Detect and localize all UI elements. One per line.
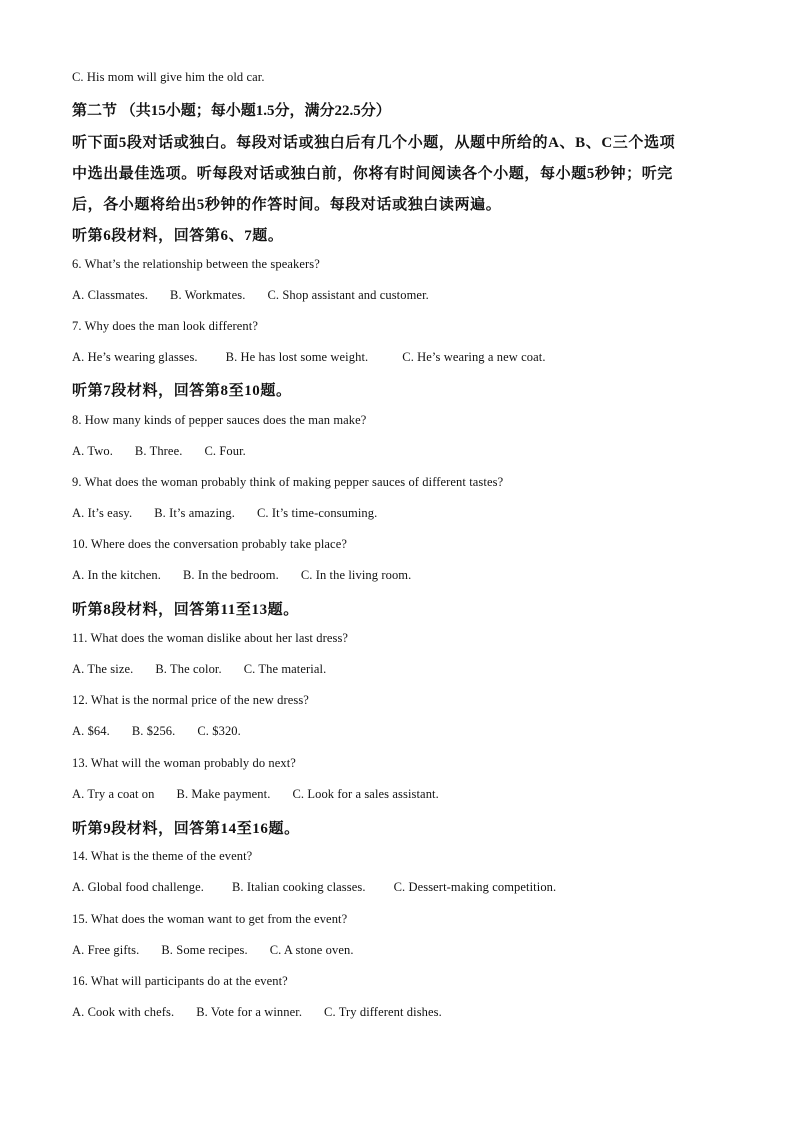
option-b: B. The color. bbox=[155, 662, 222, 676]
option-b: B. Some recipes. bbox=[161, 943, 248, 957]
previous-answer-option: C. His mom will give him the old car. bbox=[72, 70, 265, 84]
option-a: A. Cook with chefs. bbox=[72, 1005, 175, 1019]
option-a: A. Classmates. bbox=[72, 288, 149, 302]
option-c: C. Try different dishes. bbox=[324, 1005, 442, 1019]
question-text: 7. Why does the man look different? bbox=[72, 319, 258, 333]
option-b: B. It’s amazing. bbox=[154, 506, 235, 520]
question-text: 11. What does the woman dislike about her last dress? bbox=[72, 631, 349, 645]
option-a: A. In the kitchen. bbox=[72, 568, 161, 582]
question-options bbox=[72, 880, 556, 895]
option-c: C. The material. bbox=[243, 662, 327, 676]
group-heading: 听第7段材料，回答第8至10题。 bbox=[72, 383, 292, 399]
question-text: 14. What is the theme of the event? bbox=[72, 849, 253, 863]
option-a: A. Free gifts. bbox=[72, 943, 140, 957]
question-options bbox=[72, 350, 546, 365]
option-b: B. In the bedroom. bbox=[182, 568, 279, 582]
option-a: A. Two. bbox=[72, 444, 113, 458]
question-text: 6. What’s the relationship between the speakers? bbox=[72, 257, 320, 271]
option-c: C. In the living room. bbox=[300, 568, 412, 582]
option-b: B. Workmates. bbox=[170, 288, 246, 302]
question-text: 8. How many kinds of pepper sauces does the man make? bbox=[72, 413, 367, 427]
option-c: C. $320. bbox=[197, 724, 241, 738]
question-options bbox=[72, 662, 326, 677]
option-c: C. Look for a sales assistant. bbox=[292, 787, 439, 801]
option-a: A. $64. bbox=[72, 724, 110, 738]
question-options bbox=[72, 506, 377, 521]
question-options bbox=[72, 444, 246, 459]
question-options bbox=[72, 787, 439, 802]
group-heading: 听第6段材料，回答第6、7题。 bbox=[72, 228, 284, 244]
instructions-line-1: 听下面5段对话或独白。每段对话或独白后有几个小题，从题中所给的A、B、C三个选项 bbox=[72, 135, 676, 151]
question-text: 9. What does the woman probably think of making pepper sauces of different tastes? bbox=[72, 475, 504, 489]
option-c: C. A stone oven. bbox=[269, 943, 354, 957]
option-a: A. The size. bbox=[72, 662, 134, 676]
question-text: 16. What will participants do at the event? bbox=[72, 974, 288, 988]
option-c: C. He’s wearing a new coat. bbox=[402, 350, 546, 364]
option-b: B. $256. bbox=[131, 724, 176, 738]
question-options bbox=[72, 724, 241, 739]
group-heading: 听第8段材料，回答第11至13题。 bbox=[72, 602, 299, 618]
option-c: C. Four. bbox=[204, 444, 246, 458]
option-b: B. He has lost some weight. bbox=[225, 350, 369, 364]
instructions-line-2: 中选出最佳选项。听每段对话或独白前，你将有时间阅读各个小题，每小题5秒钟；听完 bbox=[72, 166, 673, 182]
question-options bbox=[72, 288, 429, 303]
question-text: 12. What is the normal price of the new dress? bbox=[72, 693, 309, 707]
option-c: C. Dessert-making competition. bbox=[393, 880, 557, 894]
option-b: B. Italian cooking classes. bbox=[231, 880, 366, 894]
group-heading: 听第9段材料，回答第14至16题。 bbox=[72, 821, 300, 837]
question-options bbox=[72, 1005, 442, 1020]
question-options bbox=[72, 568, 411, 583]
option-a: A. Try a coat on bbox=[72, 787, 155, 801]
question-options bbox=[72, 943, 354, 958]
question-text: 15. What does the woman want to get from the event? bbox=[72, 912, 348, 926]
option-c: C. It’s time-consuming. bbox=[256, 506, 378, 520]
option-b: B. Three. bbox=[134, 444, 183, 458]
option-c: C. Shop assistant and customer. bbox=[267, 288, 429, 302]
option-a: A. It’s easy. bbox=[72, 506, 133, 520]
option-b: B. Vote for a winner. bbox=[196, 1005, 303, 1019]
question-text: 13. What will the woman probably do next? bbox=[72, 756, 296, 770]
section-heading: 第二节 （共15小题；每小题1.5分，满分22.5分） bbox=[72, 103, 391, 119]
option-a: A. Global food challenge. bbox=[72, 880, 204, 894]
option-b: B. Make payment. bbox=[176, 787, 271, 801]
instructions-line-3: 后，各小题将给出5秒钟的作答时间。每段对话或独白读两遍。 bbox=[72, 197, 502, 213]
question-text: 10. Where does the conversation probably take place? bbox=[72, 537, 347, 551]
option-a: A. He’s wearing glasses. bbox=[72, 350, 198, 364]
